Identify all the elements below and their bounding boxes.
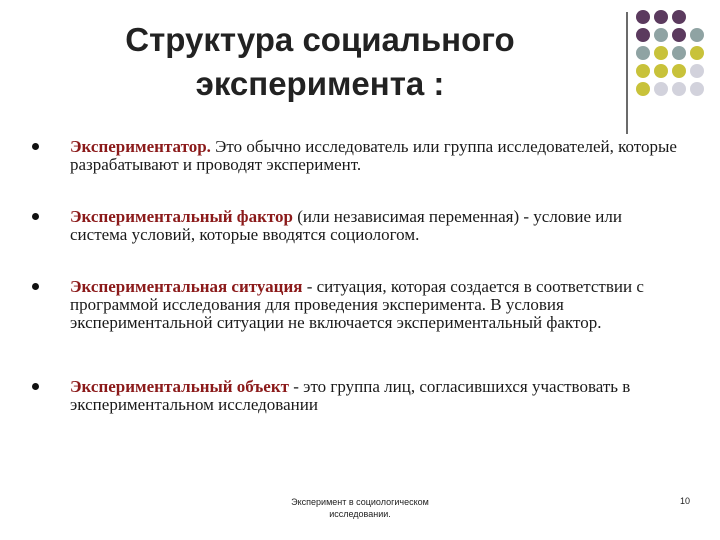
bullet-dot-icon [32,283,39,290]
bullet-text-3 [70,278,680,332]
decorative-dot [636,82,650,96]
decorative-dot [654,10,668,24]
bullet-dot-icon [32,213,39,220]
bullet-text-1 [70,138,680,174]
decorative-dot [690,46,704,60]
bullet-desc-4: - это группа лиц, согласившихся участвовать в экспериментальном исследовании [70,377,631,414]
decorative-dot [690,64,704,78]
bullet-desc-3: - ситуация, которая создается в соответствии с программой исследования для проведения эксперимента. В условия экспериментальной ситуации не включается экспериментальный фактор. [70,277,644,332]
decorative-dot [654,64,668,78]
bullet-term-3: Экспериментальная ситуация [70,277,303,296]
decorative-dot [690,82,704,96]
bullet-desc-1: Это обычно исследователь или группа исследователей, которые разрабатывают и проводят эксперимент. [70,137,677,174]
decorative-dot [672,64,686,78]
decorative-dot [636,46,650,60]
decorative-dot [654,46,668,60]
decorative-dot [636,28,650,42]
footer-line-1: Эксперимент в социологическом [291,497,429,507]
decorative-dot-grid [632,8,716,112]
slide-footer [270,496,450,520]
bullet-term-1: Экспериментатор. [70,137,211,156]
bullet-text-4 [70,378,680,414]
decorative-dot [654,28,668,42]
slide-title [60,18,580,106]
bullet-term-2: Экспериментальный фактор [70,207,293,226]
decorative-dot [654,82,668,96]
decorative-dot [636,64,650,78]
bullet-text-2 [70,208,680,244]
decorative-dot [636,10,650,24]
bullet-term-4: Экспериментальный объект [70,377,289,396]
decorative-dot [672,82,686,96]
footer-line-2: исследовании. [329,509,391,519]
title-line-2: эксперимента : [195,65,445,102]
page-number: 10 [679,496,690,506]
decorative-dot [690,28,704,42]
bullet-dot-icon [32,143,39,150]
bullet-dot-icon [32,383,39,390]
divider-vertical [626,12,628,134]
decorative-dot [672,10,686,24]
decorative-dot [672,46,686,60]
bullet-desc-2: (или независимая переменная) - условие или система условий, которые вводятся социологом. [70,207,622,244]
decorative-dot [672,28,686,42]
title-line-1: Структура социального [125,21,515,58]
